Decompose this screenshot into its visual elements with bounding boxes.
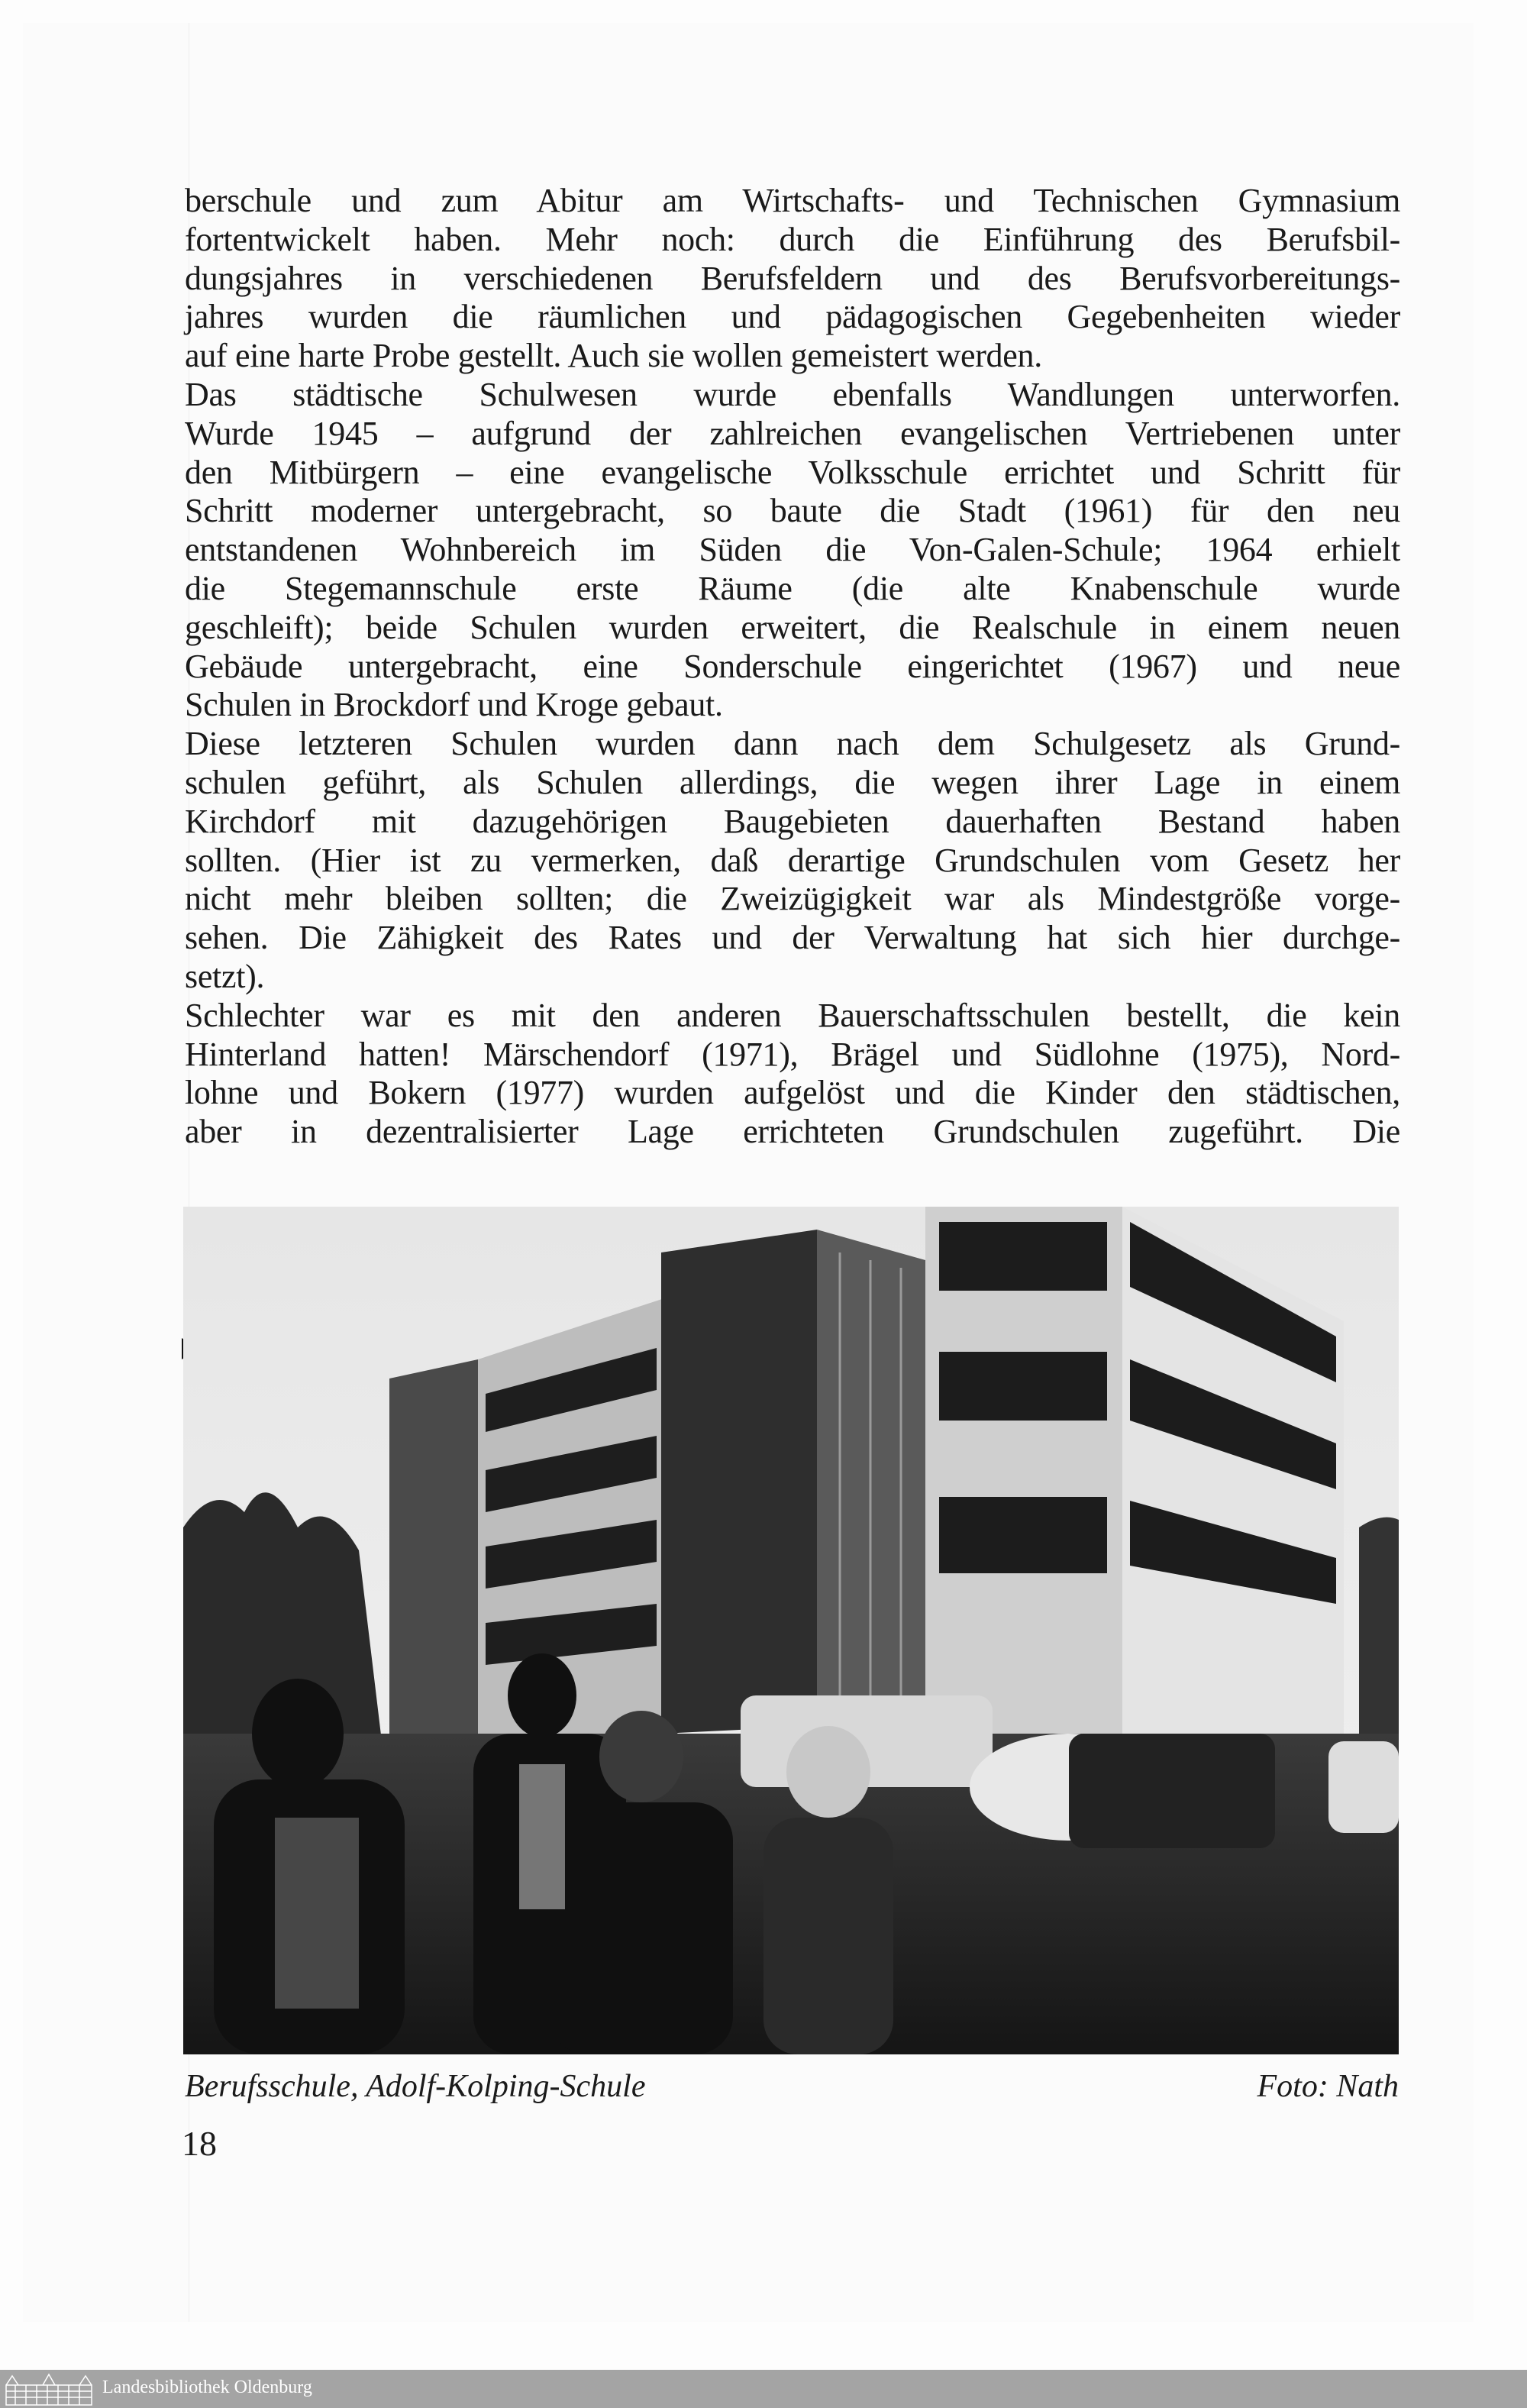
library-building-logo-icon [5,2373,93,2406]
text-line: Schritt moderner untergebracht, so baute die Stadt (1961) für den neu [185,492,1400,530]
text-line: Gebäude untergebracht, eine Sonderschule eingerichtet (1967) und neue [185,647,1400,685]
text-line: Diese letzteren Schulen wurden dann nach dem Schulgesetz als Grund- [185,725,1400,763]
text-line: geschleift); beide Schulen wurden erweitert, die Realschule in einem neuen [185,608,1400,646]
text-line: auf eine harte Probe gestellt. Auch sie wollen gemeistert werden. [185,337,1042,375]
text-line: entstandenen Wohnbereich im Süden die Von-Galen-Schule; 1964 erhielt [185,531,1400,569]
text-line: Kirchdorf mit dazugehörigen Baugebieten dauerhaften Bestand haben [185,802,1400,840]
text-line: berschule und zum Abitur am Wirtschafts- und Technischen Gymnasium [185,182,1400,219]
library-footer-bar [0,2370,1527,2408]
car-dark [1069,1734,1275,1848]
trees-right [1359,1518,1399,1741]
photo-credit: Foto: Nath [1257,2069,1399,2104]
text-line: schulen geführt, als Schulen allerdings, die wegen ihrer Lage in einem [185,763,1400,801]
text-line: Hinterland hatten! Märschendorf (1971), Brägel und Südlohne (1975), Nord- [185,1035,1400,1073]
text-line: Wurde 1945 – aufgrund der zahlreichen evangelischen Vertriebenen unter [185,414,1400,452]
building-tower [661,1230,817,1734]
photo-caption: Berufsschule, Adolf-Kolping-Schule [185,2069,646,2104]
text-line: jahres wurden die räumlichen und pädagogischen Gegebenheiten wieder [185,298,1400,336]
text-line: setzt). [185,957,265,995]
text-line: die Stegemannschule erste Räume (die alte Knabenschule wurde [185,569,1400,607]
page-number: 18 [182,2124,217,2163]
text-line: nicht mehr bleiben sollten; die Zweizügigkeit war als Mindestgröße vorge- [185,880,1400,918]
text-line: Das städtische Schulwesen wurde ebenfalls Wandlungen unterworfen. [185,375,1400,413]
text-line: sehen. Die Zähigkeit des Rates und der Verwaltung hat sich hier durchge- [185,919,1400,957]
photo-illustration [183,1207,1399,2054]
text-line: dungsjahres in verschiedenen Berufsfeldern und des Berufsvorbereitungs- [185,259,1400,297]
text-line: aber in dezentralisierter Lage errichteten Grundschulen zugeführt. Die [185,1113,1400,1151]
body-text [185,182,1400,1152]
school-photo [183,1207,1399,2054]
text-line: Schlechter war es mit den anderen Bauerschaftsschulen bestellt, die kein [185,996,1400,1034]
text-line: den Mitbürgern – eine evangelische Volksschule errichtet und Schritt für [185,453,1400,491]
patterned-shirt [275,1818,359,2009]
library-name: Landesbibliothek Oldenburg [102,2377,312,2397]
building-left-end [389,1359,478,1734]
text-line: fortentwickelt haben. Mehr noch: durch die Einführung des Berufsbil- [185,220,1400,258]
text-line: sollten. (Hier ist zu vermerken, daß derartige Grundschulen vom Gesetz her [185,841,1400,879]
text-line: Schulen in Brockdorf und Kroge gebaut. [185,686,723,724]
text-line: lohne und Bokern (1977) wurden aufgelöst und die Kinder den städtischen, [185,1074,1400,1112]
